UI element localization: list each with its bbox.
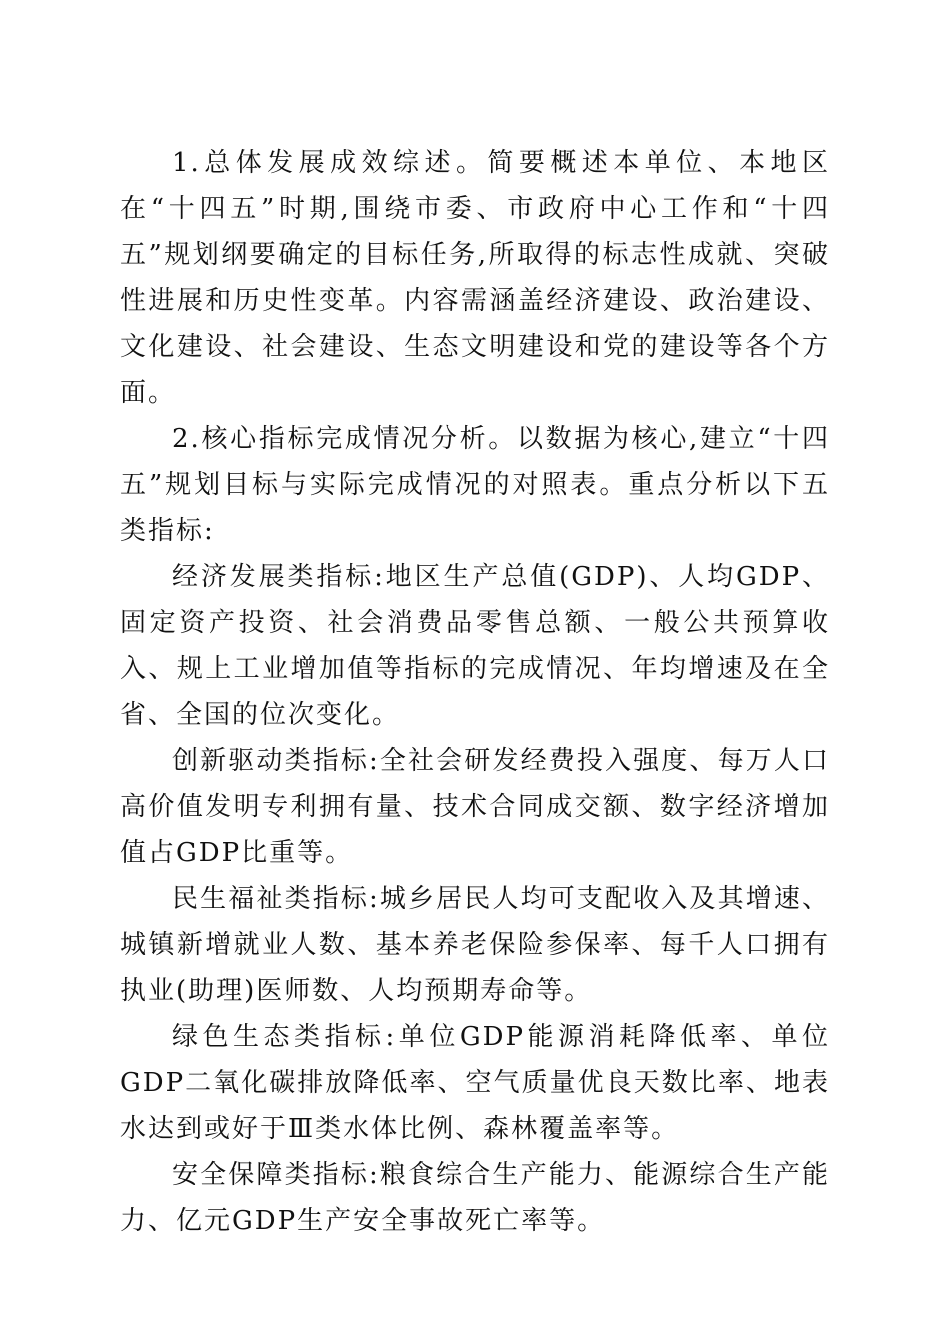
paragraph-green-ecology-indicators: 绿色生态类指标:单位GDP能源消耗降低率、单位GDP二氧化碳排放降低率、空气质量优良天数比率、地表水达到或好于Ⅲ类水体比例、森林覆盖率等。	[120, 1022, 830, 1144]
paragraph-security-indicators: 安全保障类指标:粮食综合生产能力、能源综合生产能力、亿元GDP生产安全事故死亡率等。	[120, 1160, 830, 1236]
paragraph-livelihood-indicators: 民生福祉类指标:城乡居民人均可支配收入及其增速、城镇新增就业人数、基本养老保险参保率、每千人口拥有执业(助理)医师数、人均预期寿命等。	[120, 884, 830, 1006]
document-body	[120, 140, 830, 1244]
paragraph-economic-indicators: 经济发展类指标:地区生产总值(GDP)、人均GDP、固定资产投资、社会消费品零售总额、一般公共预算收入、规上工业增加值等指标的完成情况、年均增速及在全省、全国的位次变化。	[120, 562, 830, 730]
paragraph-innovation-indicators: 创新驱动类指标:全社会研发经费投入强度、每万人口高价值发明专利拥有量、技术合同成交额、数字经济增加值占GDP比重等。	[120, 746, 830, 868]
paragraph-core-indicators: 2.核心指标完成情况分析。以数据为核心,建立“十四五”规划目标与实际完成情况的对照表。重点分析以下五类指标:	[120, 424, 830, 546]
paragraph-overall-achievements: 1.总体发展成效综述。简要概述本单位、本地区在“十四五”时期,围绕市委、市政府中心工作和“十四五”规划纲要确定的目标任务,所取得的标志性成就、突破性进展和历史性变革。内容需涵盖经济建设、政治建设、文化建设、社会建设、生态文明建设和党的建设等各个方面。	[120, 148, 830, 408]
